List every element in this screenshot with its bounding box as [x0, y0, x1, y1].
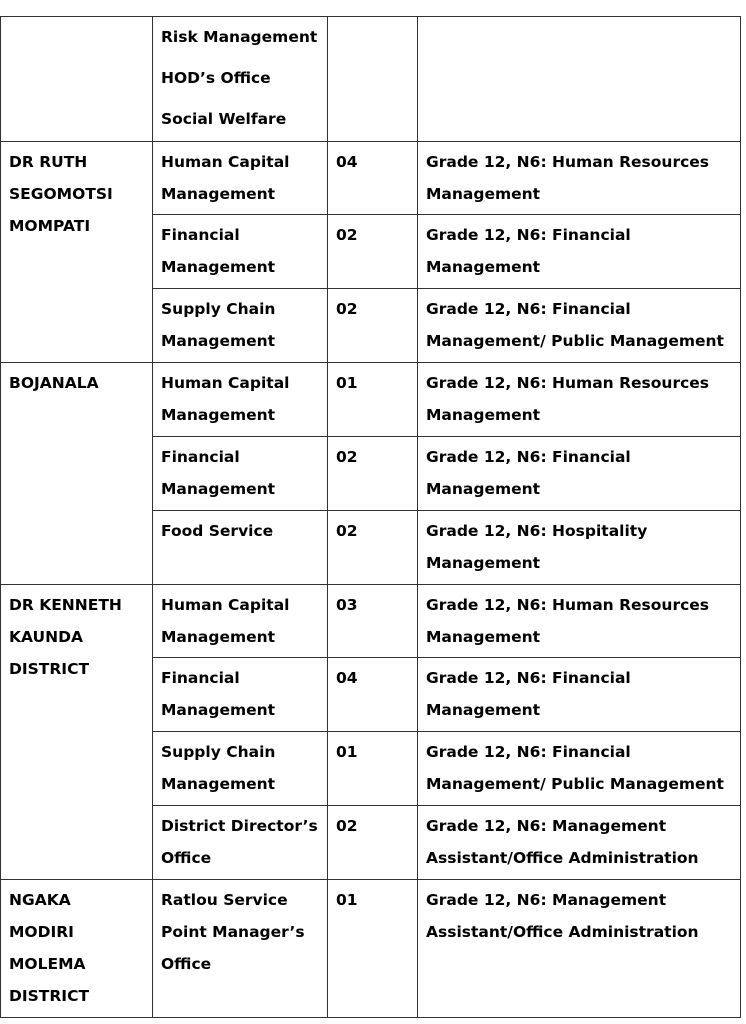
- qualification-cell: [418, 142, 741, 215]
- qualification-line: Grade 12, N6: Financial: [426, 669, 631, 687]
- count-cell: 04: [328, 658, 418, 732]
- area-cell: [153, 511, 328, 585]
- qualification-cell: [418, 585, 741, 658]
- qualification-line: Management: [426, 628, 541, 646]
- area-line: Management: [161, 406, 276, 424]
- qualification-line: Management/ Public Management: [426, 775, 724, 793]
- area-line: Management: [161, 628, 276, 646]
- qualification-line: Management: [426, 258, 541, 276]
- office-name-line: MODIRI: [9, 923, 74, 941]
- area-line: Financial: [161, 669, 240, 687]
- table-row: [1, 17, 741, 142]
- office-name-line: KAUNDA: [9, 628, 83, 646]
- office-name-line: BOJANALA: [9, 374, 99, 392]
- area-cell: [153, 17, 328, 142]
- qualification-line: Grade 12, N6: Human Resources: [426, 153, 710, 171]
- office-name-line: DR KENNETH: [9, 596, 122, 614]
- area-line: Point Manager’s: [161, 923, 305, 941]
- area-line: Office: [161, 955, 212, 973]
- table-row: [1, 585, 741, 658]
- qualification-cell: [418, 437, 741, 511]
- count-cell: 01: [328, 363, 418, 437]
- area-line: Financial: [161, 226, 240, 244]
- qualification-line: Grade 12, N6: Human Resources: [426, 596, 710, 614]
- count-cell: [328, 17, 418, 142]
- count-cell: 02: [328, 215, 418, 289]
- area-line: Management: [161, 480, 276, 498]
- area-line: Management: [161, 258, 276, 276]
- qualification-line: Management: [426, 480, 541, 498]
- qualification-line: Grade 12, N6: Hospitality: [426, 522, 648, 540]
- posts-table: [0, 16, 741, 1018]
- area-line: Ratlou Service: [161, 891, 288, 909]
- area-line: District Director’s: [161, 817, 318, 835]
- office-name-line: MOMPATI: [9, 217, 91, 235]
- qualification-line: Grade 12, N6: Management: [426, 817, 667, 835]
- count-cell: 02: [328, 437, 418, 511]
- office-cell: [1, 17, 153, 142]
- area-line: Human Capital: [161, 153, 290, 171]
- area-cell: [153, 658, 328, 732]
- office-name-line: NGAKA: [9, 891, 71, 909]
- qualification-line: Management: [426, 185, 541, 203]
- qualification-line: Grade 12, N6: Human Resources: [426, 374, 710, 392]
- area-line: Supply Chain: [161, 300, 276, 318]
- area-cell: [153, 437, 328, 511]
- office-name-line: DISTRICT: [9, 987, 90, 1005]
- table-row: [1, 363, 741, 437]
- area-cell: [153, 585, 328, 658]
- qualification-cell: [418, 732, 741, 806]
- count-cell: 03: [328, 585, 418, 658]
- qualification-line: Grade 12, N6: Financial: [426, 448, 631, 466]
- qualification-cell: [418, 17, 741, 142]
- count-cell: 02: [328, 511, 418, 585]
- area-line: Food Service: [161, 522, 274, 540]
- area-line: HOD’s Office: [161, 69, 271, 87]
- count-cell: 02: [328, 806, 418, 880]
- area-cell: [153, 363, 328, 437]
- area-line: Office: [161, 849, 212, 867]
- area-line: Social Welfare: [161, 110, 287, 128]
- area-line: Human Capital: [161, 596, 290, 614]
- qualification-cell: [418, 511, 741, 585]
- qualification-line: Grade 12, N6: Financial: [426, 743, 631, 761]
- qualification-cell: [418, 289, 741, 363]
- office-name-line: SEGOMOTSI: [9, 185, 113, 203]
- count-cell: 01: [328, 880, 418, 1018]
- qualification-cell: [418, 363, 741, 437]
- qualification-line: Assistant/Office Administration: [426, 923, 699, 941]
- office-cell: [1, 142, 153, 363]
- area-line: Financial: [161, 448, 240, 466]
- table-row: [1, 142, 741, 215]
- area-cell: [153, 732, 328, 806]
- office-cell: [1, 880, 153, 1018]
- area-cell: [153, 215, 328, 289]
- qualification-cell: [418, 215, 741, 289]
- area-cell: [153, 289, 328, 363]
- count-cell: 01: [328, 732, 418, 806]
- area-line: Management: [161, 701, 276, 719]
- qualification-line: Grade 12, N6: Financial: [426, 300, 631, 318]
- area-line: Management: [161, 775, 276, 793]
- table-row: [1, 880, 741, 1018]
- qualification-cell: [418, 880, 741, 1018]
- office-name-line: DISTRICT: [9, 660, 90, 678]
- office-name-line: DR RUTH: [9, 153, 88, 171]
- area-line: Risk Management: [161, 28, 318, 46]
- qualification-line: Grade 12, N6: Management: [426, 891, 667, 909]
- qualification-cell: [418, 806, 741, 880]
- area-line: Supply Chain: [161, 743, 276, 761]
- area-cell: [153, 806, 328, 880]
- area-cell: [153, 880, 328, 1018]
- office-cell: [1, 363, 153, 585]
- count-cell: 04: [328, 142, 418, 215]
- qualification-line: Assistant/Office Administration: [426, 849, 699, 867]
- office-cell: [1, 585, 153, 880]
- area-line: Management: [161, 185, 276, 203]
- area-cell: [153, 142, 328, 215]
- office-name-line: MOLEMA: [9, 955, 86, 973]
- qualification-line: Management/ Public Management: [426, 332, 724, 350]
- qualification-cell: [418, 658, 741, 732]
- qualification-line: Management: [426, 554, 541, 572]
- qualification-line: Grade 12, N6: Financial: [426, 226, 631, 244]
- area-line: Human Capital: [161, 374, 290, 392]
- area-line: Management: [161, 332, 276, 350]
- qualification-line: Management: [426, 701, 541, 719]
- qualification-line: Management: [426, 406, 541, 424]
- count-cell: 02: [328, 289, 418, 363]
